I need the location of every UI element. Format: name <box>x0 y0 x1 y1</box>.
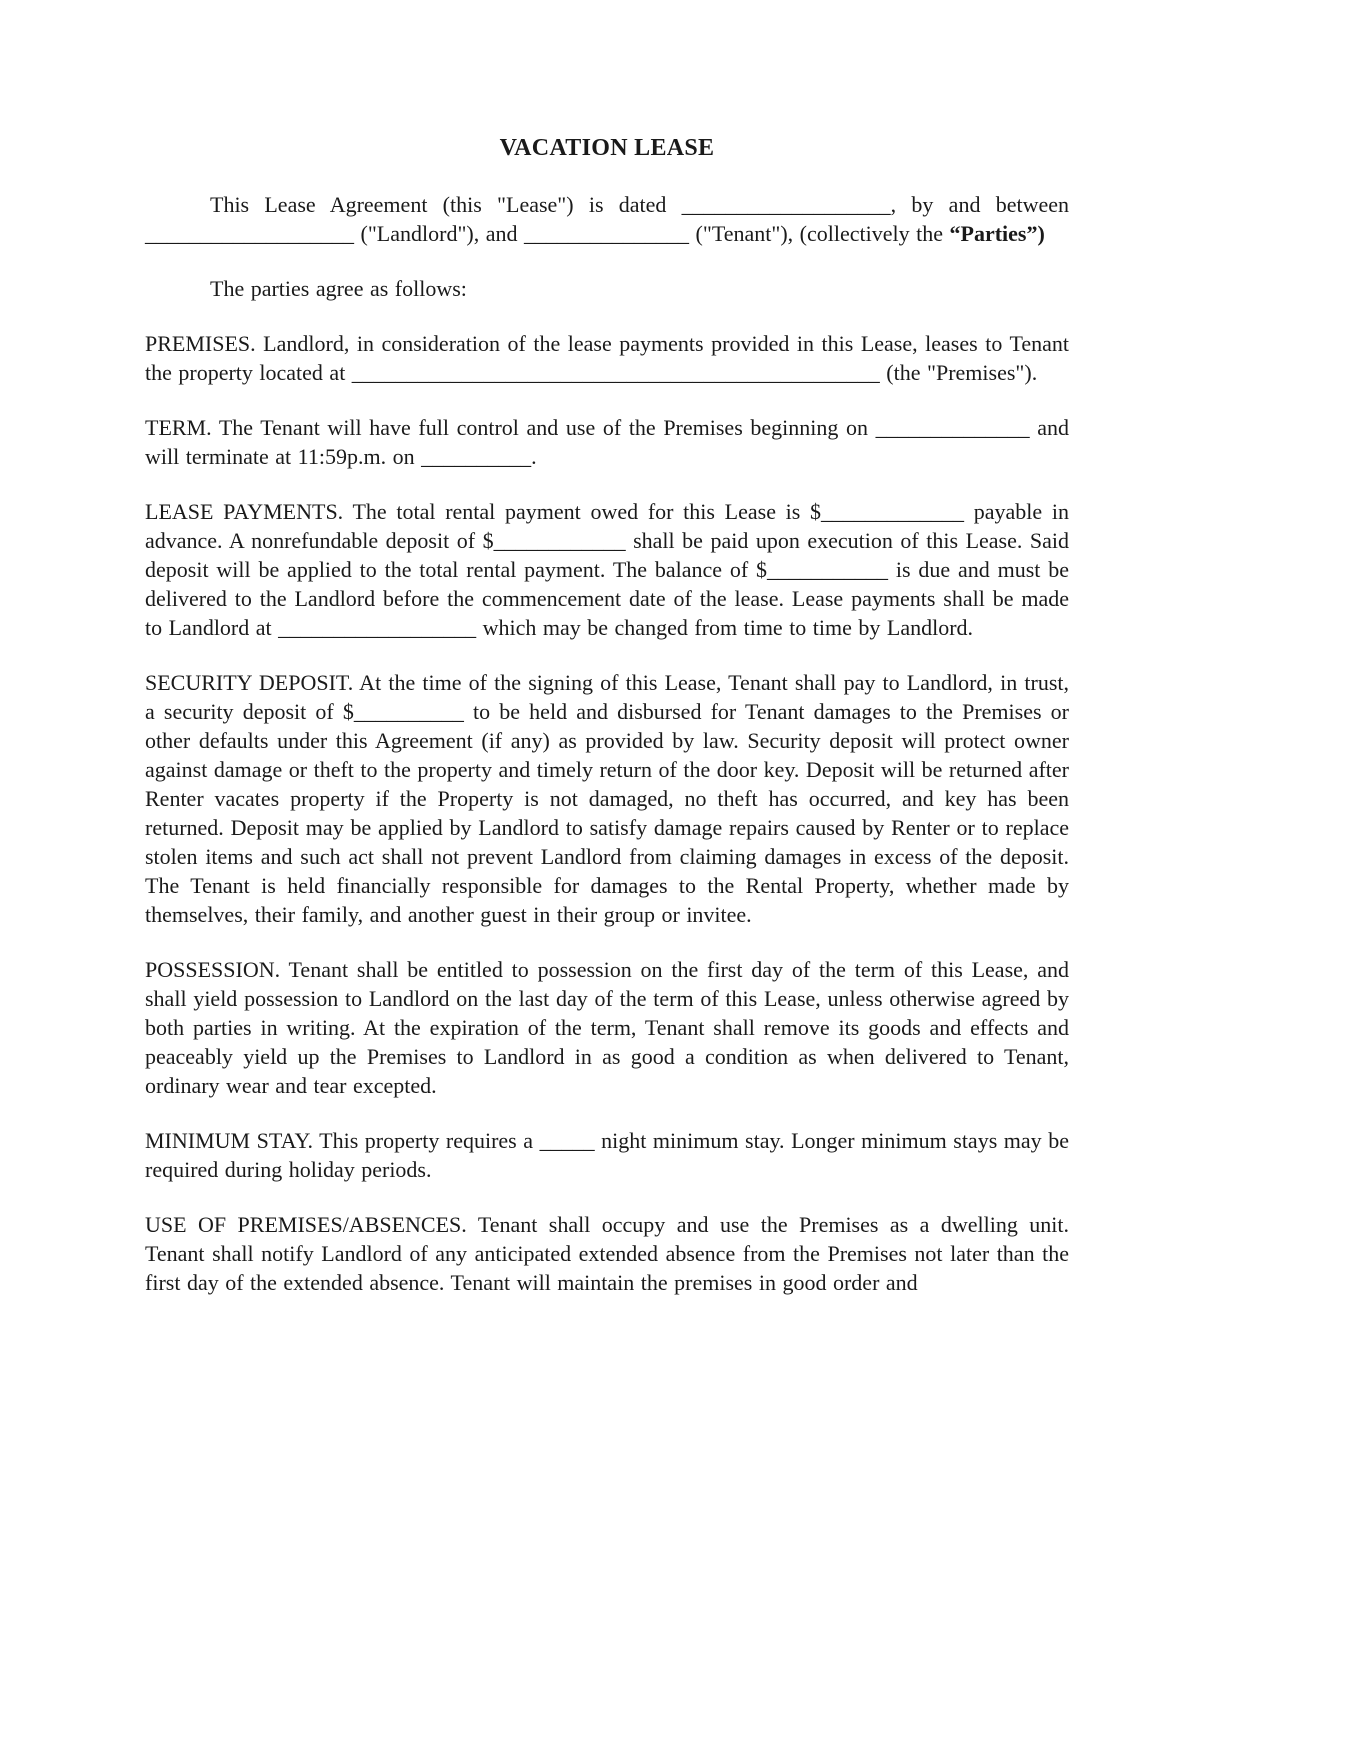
section-use-of-premises: USE OF PREMISES/ABSENCES. Tenant shall occupy and use the Premises as a dwelling unit. Tenant shall notify Landlord of any anticipated extended absence from the Premises not later than the first day of the extended absence. Tenant will maintain the premises in good order and <box>145 1212 1069 1295</box>
intro-paragraph <box>145 190 1069 248</box>
section-security-deposit: SECURITY DEPOSIT. At the time of the signing of this Lease, Tenant shall pay to Landlord, in trust, a security deposit of $__________ to be held and disbursed for Tenant damages to the Premises or other defaults under this Agreement (if any) as provided by law. Security deposit will protect owner against damage or theft to the property and timely return of the door key. Deposit will be returned after Renter vacates property if the Property is not damaged, no theft has occurred, and key has been returned. Deposit may be applied by Landlord to satisfy damage repairs caused by Renter or to replace stolen items and such act shall not prevent Landlord from claiming damages in excess of the deposit. The Tenant is held financially responsible for damages to the Rental Property, whether made by themselves, their family, and another guest in their group or invitee. <box>145 670 1069 927</box>
section-possession: POSSESSION. Tenant shall be entitled to possession on the first day of the term of this Lease, and shall yield possession to Landlord on the last day of the term of this Lease, unless otherwise agreed by both parties in writing. At the expiration of the term, Tenant shall remove its goods and effects and peaceably yield up the Premises to Landlord in as good a condition as when delivered to Tenant, ordinary wear and tear excepted. <box>145 957 1069 1098</box>
section-term: TERM. The Tenant will have full control and use of the Premises beginning on ______________ and will terminate at 11:59p.m. on __________. <box>145 415 1069 469</box>
document-content <box>145 134 1069 1323</box>
section-premises: PREMISES. Landlord, in consideration of the lease payments provided in this Lease, leases to Tenant the property located at ________________________________________________ (the "Premises"). <box>145 331 1069 385</box>
agreement-statement: The parties agree as follows: <box>210 276 467 301</box>
intro-text: This Lease Agreement (this "Lease") is dated ___________________, by and between ___________________ ("Landlord"), and _______________ ("Tenant"), (collectively the <box>145 192 1069 246</box>
section-minimum-stay: MINIMUM STAY. This property requires a _____ night minimum stay. Longer minimum stays may be required during holiday periods. <box>145 1128 1069 1182</box>
document-title: VACATION LEASE <box>499 135 715 161</box>
parties-bold-term: “Parties”) <box>949 221 1045 246</box>
section-lease-payments: LEASE PAYMENTS. The total rental payment owed for this Lease is $_____________ payable in advance. A nonrefundable deposit of $____________ shall be paid upon execution of this Lease. Said deposit will be applied to the total rental payment. The balance of $___________ is due and must be delivered to the Landlord before the commencement date of the lease. Lease payments shall be made to Landlord at __________________ which may be changed from time to time by Landlord. <box>145 499 1069 640</box>
